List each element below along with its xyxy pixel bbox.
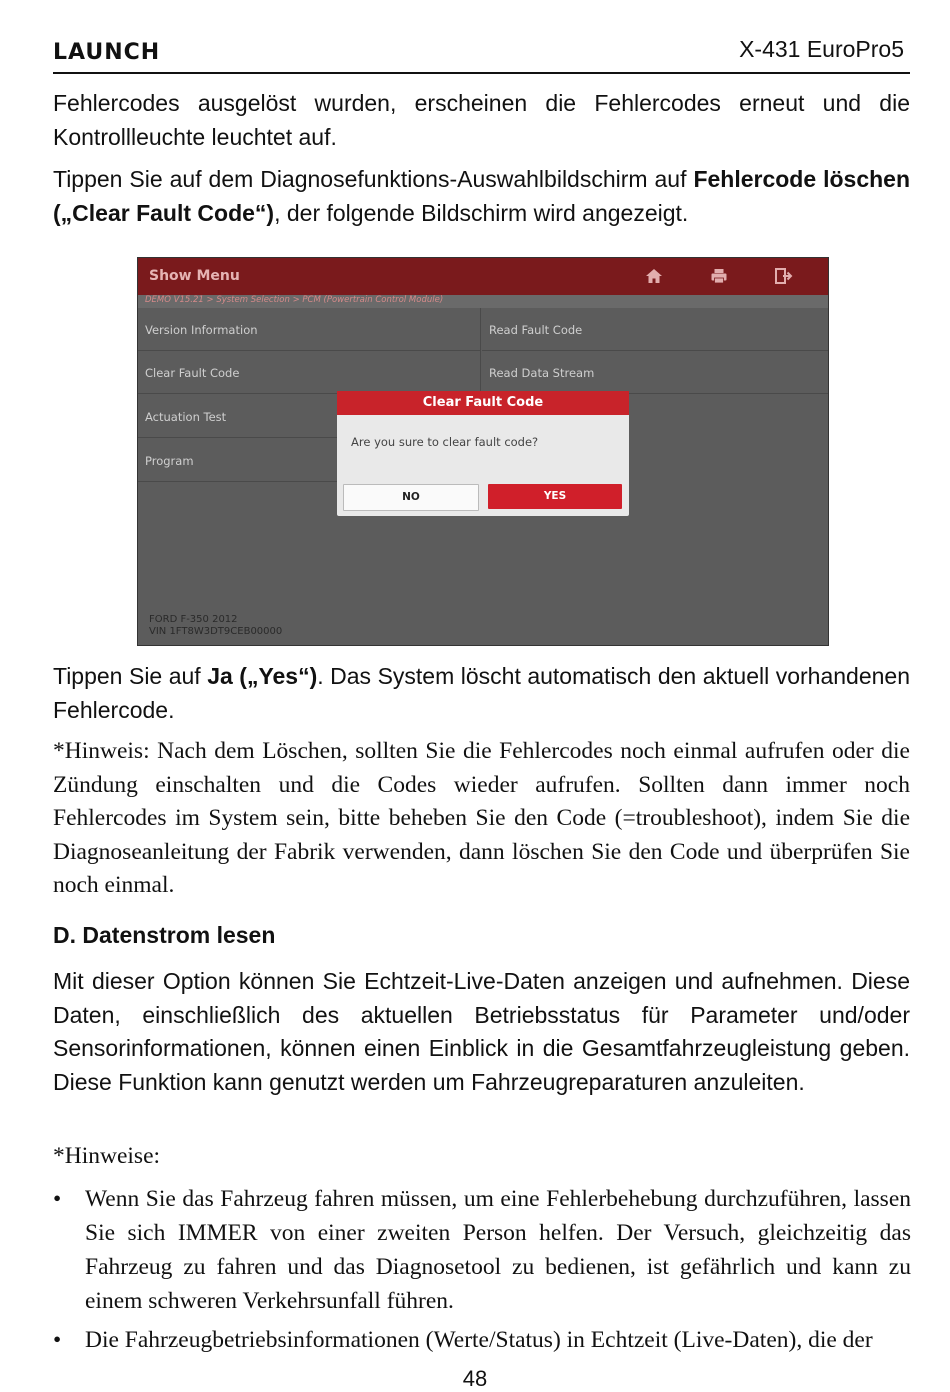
bullet-item xyxy=(53,1182,911,1318)
home-icon[interactable] xyxy=(644,266,664,286)
paragraph-3-text: Tippen Sie auf xyxy=(53,663,208,689)
dialog-message: Are you sure to clear fault code? xyxy=(351,435,539,449)
breadcrumb xyxy=(138,295,828,308)
print-icon[interactable] xyxy=(709,266,729,286)
vehicle-info xyxy=(149,614,282,638)
exit-icon[interactable] xyxy=(773,266,793,286)
screen-topbar xyxy=(138,258,828,295)
bullet-dot: • xyxy=(53,1186,62,1212)
no-button[interactable]: NO xyxy=(343,484,479,511)
menu-item-clear-fault-code[interactable] xyxy=(138,351,481,394)
bullet-dot: • xyxy=(53,1327,62,1353)
menu-item-label: Actuation Test xyxy=(145,410,227,424)
notes-label: *Hinweise: xyxy=(53,1143,161,1169)
bullet-text: Wenn Sie das Fahrzeug fahren müssen, um eine Fehlerbehebung durchzuführen, lassen Sie sich IMMER von einer zweiten Person helfen. Der Versuch, gleichzeitig das Fahrzeug zu fahren und das Diagnosetool zu bedienen, ist gefährlich und kann zu einem schweren Verkehrsunfall führen. xyxy=(85,1186,911,1314)
breadcrumb-text: DEMO V15.21 > System Selection > PCM (Powertrain Control Module) xyxy=(145,295,444,305)
paragraph-3-tail: . Das System löscht automatisch den aktuell vorhandenen Fehlercode. xyxy=(53,663,910,723)
menu-item-label: Program xyxy=(145,454,194,468)
menu-item-label: Clear Fault Code xyxy=(145,366,240,380)
yes-button[interactable]: YES xyxy=(488,484,622,509)
paragraph-2 xyxy=(53,163,910,230)
bullet-text: Die Fahrzeugbetriebsinformationen (Werte/Status) in Echtzeit (Live-Daten), die der xyxy=(85,1327,873,1353)
paragraph-1: Fehlercodes ausgelöst wurden, erscheinen die Fehlercodes erneut und die Kontrollleuchte leuchtet auf. xyxy=(53,90,910,150)
paragraph-3-bold: Ja („Yes“) xyxy=(207,663,318,689)
paragraph-3 xyxy=(53,660,910,727)
paragraph-2-bold: Fehlercode löschen („Clear Fault Code“) xyxy=(53,166,911,226)
model-name: X-431 EuroPro5 xyxy=(739,36,904,62)
vehicle-vin: VIN 1FT8W3DT9CEB00000 xyxy=(149,626,283,637)
menu-item-label: Read Fault Code xyxy=(489,323,583,337)
menu-item-label: Version Information xyxy=(145,323,258,337)
vehicle-model: FORD F-350 2012 xyxy=(149,614,238,625)
paragraph-4: Mit dieser Option können Sie Echtzeit-Live-Daten anzeigen und aufnehmen. Diese Daten, einschließlich des aktuellen Betriebsstatus für Parameter und/oder Sensorinformationen, können einen Einblick in die Gesamtfahrzeugleistung geben. Diese Funktion kann genutzt werden um Fahrzeugreparaturen anzuleiten. xyxy=(53,968,910,1095)
paragraph-2-text: Tippen Sie auf dem Diagnosefunktions-Auswahlbildschirm auf xyxy=(53,166,694,192)
menu-item-read-fault-code[interactable] xyxy=(482,308,828,351)
note-paragraph: *Hinweis: Nach dem Löschen, sollten Sie die Fehlercodes noch einmal aufrufen oder die Zündung einschalten und die Codes wieder aufrufen. Sollten dann immer noch Fehlercodes im System sein, bitte beheben Sie den Code (=troubleshoot), indem Sie die Diagnoseanleitung der Fabrik verwenden, dann löschen Sie den Code und überprüfen Sie noch einmal. xyxy=(53,738,910,898)
bullet-item xyxy=(53,1323,911,1357)
device-screenshot xyxy=(137,257,829,646)
page-number: 48 xyxy=(462,1366,488,1391)
screen-title: Show Menu xyxy=(149,268,240,284)
paragraph-2-tail: , der folgende Bildschirm wird angezeigt. xyxy=(274,199,689,226)
clear-fault-code-dialog xyxy=(337,391,629,516)
menu-item-label: Read Data Stream xyxy=(489,366,595,380)
menu-item-version-information[interactable] xyxy=(138,308,481,351)
brand-logo: LAUNCH xyxy=(53,40,161,65)
dialog-title: Clear Fault Code xyxy=(337,391,629,415)
page-header xyxy=(53,30,910,74)
section-heading: D. Datenstrom lesen xyxy=(53,922,276,948)
menu-item-read-data-stream[interactable] xyxy=(482,351,828,394)
